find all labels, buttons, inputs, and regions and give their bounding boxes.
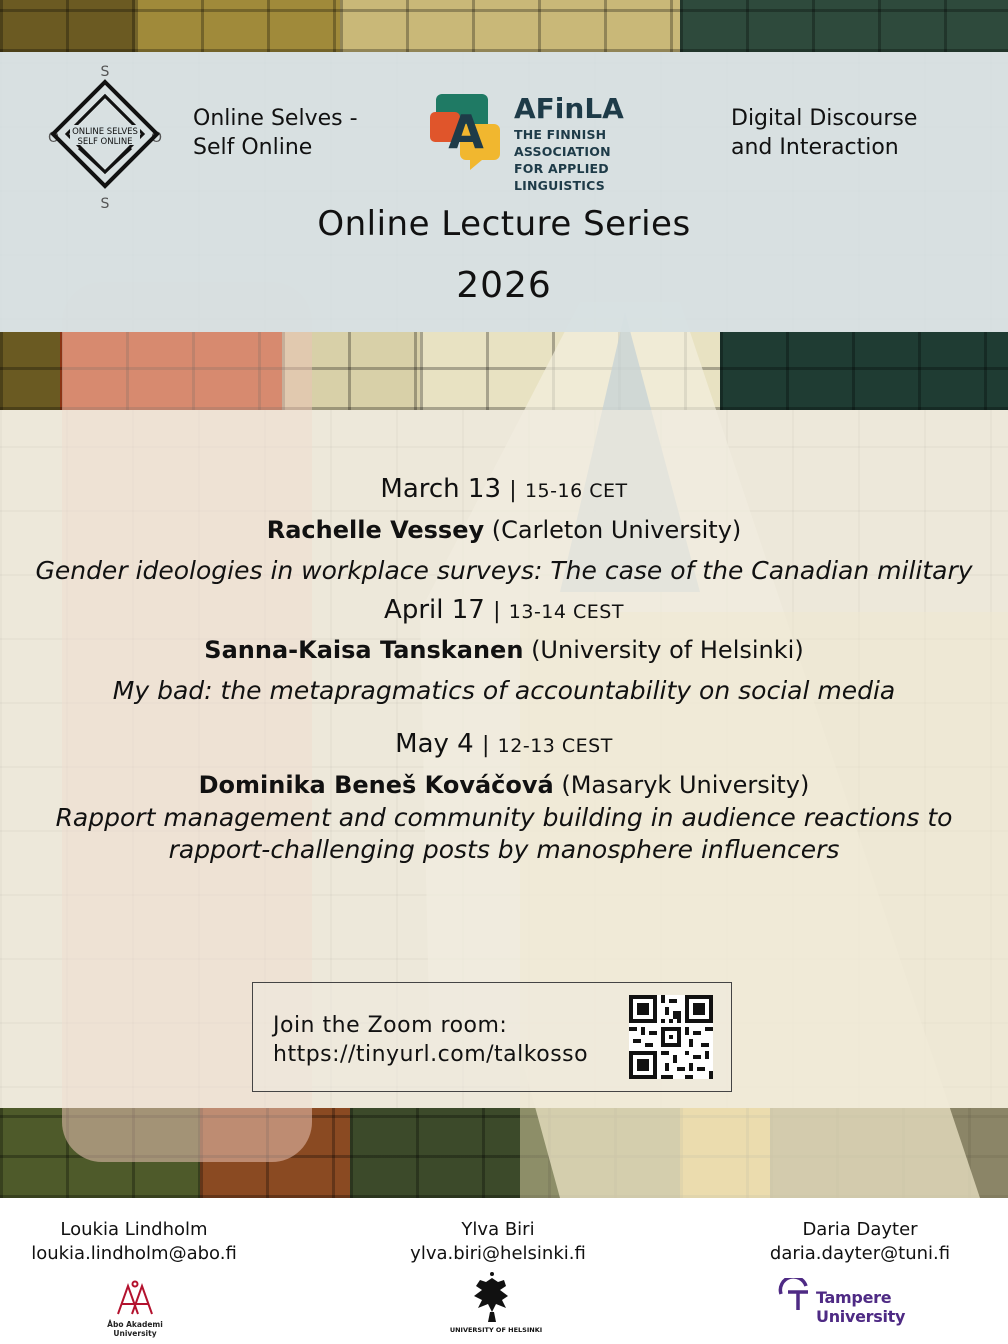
contact-abo [0, 1218, 284, 1266]
online-selves-title-line2: Self Online [193, 135, 313, 160]
svg-text:S: S [100, 196, 110, 212]
svg-text:S: S [100, 64, 110, 80]
lecture-1-affiliation: (Carleton University) [491, 516, 742, 544]
online-selves-title-line1: Online Selves - [193, 106, 358, 131]
top-brick-band [0, 0, 1008, 52]
lecture-3-time: 12-13 CEST [497, 735, 613, 757]
series-title: Online Lecture Series [317, 204, 691, 244]
afinla-subtitle [514, 126, 700, 194]
contact-email[interactable]: daria.dayter@tuni.fi [769, 1243, 951, 1264]
lecture-3-speaker-line [0, 771, 1008, 799]
zoom-label: Join the Zoom room: [273, 1013, 508, 1038]
zoom-link[interactable]: https://tinyurl.com/talkosso [273, 1042, 589, 1067]
afinla-name: AFinLA [514, 92, 624, 125]
svg-text:University: University [113, 1329, 157, 1338]
lecture-2-date: April 17 [384, 595, 485, 625]
online-selves-title [193, 104, 358, 162]
afinla-subtitle-line1: THE FINNISH ASSOCIATION [514, 127, 611, 159]
lecture-2-title: My bad: the metapragmatics of accountability on social media [112, 676, 896, 705]
svg-text:A: A [448, 105, 484, 159]
university-of-helsinki-logo [446, 1268, 546, 1338]
afinla-logo [430, 92, 700, 193]
contact-email[interactable]: ylva.biri@helsinki.fi [410, 1243, 586, 1264]
contact-tampere [710, 1218, 1008, 1266]
contact-name: Ylva Biri [461, 1219, 535, 1240]
lecture-1-title: Gender ideologies in workplace surveys: The case of the Canadian military [35, 556, 973, 585]
afinla-emblem-icon [430, 92, 506, 172]
lecture-1-speaker-line [0, 516, 1008, 544]
digital-discourse-title-line1: Digital Discourse [731, 106, 918, 131]
lecture-3-date-line [0, 729, 1008, 759]
lecture-1-separator: | [509, 478, 517, 503]
lecture-1-speaker: Rachelle Vessey [266, 516, 485, 544]
contact-helsinki [348, 1218, 648, 1266]
svg-text:O: O [48, 130, 60, 146]
lecture-2-time: 13-14 CEST [508, 601, 624, 623]
contact-name: Loukia Lindholm [60, 1219, 208, 1240]
lecture-2-speaker: Sanna-Kaisa Tanskanen [204, 636, 524, 664]
lecture-1-time: 15-16 CET [524, 480, 628, 502]
digital-discourse-title [731, 104, 917, 162]
lecture-3-affiliation: (Masaryk University) [561, 771, 810, 799]
online-selves-logo [44, 62, 166, 212]
lecture-2-separator: | [493, 599, 501, 624]
svg-text:O: O [150, 130, 162, 146]
svg-text:SELF ONLINE: SELF ONLINE [77, 137, 133, 147]
svg-text:Åbo Akademi: Åbo Akademi [107, 1320, 163, 1329]
series-year: 2026 [456, 265, 552, 306]
lecture-3-title-line2: rapport-challenging posts by manosphere influencers [168, 835, 840, 864]
abo-akademi-logo [104, 1280, 166, 1340]
qr-code-icon[interactable] [629, 995, 713, 1079]
lecture-2-speaker-line [0, 636, 1008, 664]
contact-email[interactable]: loukia.lindholm@abo.fi [31, 1243, 237, 1264]
lecture-1-date-line [0, 474, 1008, 504]
lecture-3-separator: | [481, 733, 490, 758]
lecture-1-date: March 13 [380, 474, 501, 504]
tampere-university-logo [778, 1278, 978, 1326]
digital-discourse-title-line2: and Interaction [731, 135, 899, 160]
tampere-emblem-icon [778, 1278, 812, 1314]
zoom-text [273, 1011, 588, 1069]
lecture-3-title-line1: Rapport management and community building in audience reactions to [55, 803, 953, 832]
zoom-info-box [252, 982, 732, 1092]
tampere-logo-text: Tampere University [816, 1288, 906, 1326]
svg-text:ONLINE SELVES: ONLINE SELVES [72, 127, 138, 137]
lecture-3-speaker: Dominika Beneš Kováčová [198, 771, 554, 799]
afinla-subtitle-line2: FOR APPLIED LINGUISTICS [514, 161, 609, 193]
contact-name: Daria Dayter [802, 1219, 918, 1240]
footer [0, 1198, 1008, 1344]
lecture-2-affiliation: (University of Helsinki) [531, 636, 804, 664]
lecture-3-date: May 4 [395, 729, 474, 759]
lecture-2-date-line [0, 595, 1008, 625]
svg-text:UNIVERSITY OF HELSINKI: UNIVERSITY OF HELSINKI [449, 1326, 543, 1334]
